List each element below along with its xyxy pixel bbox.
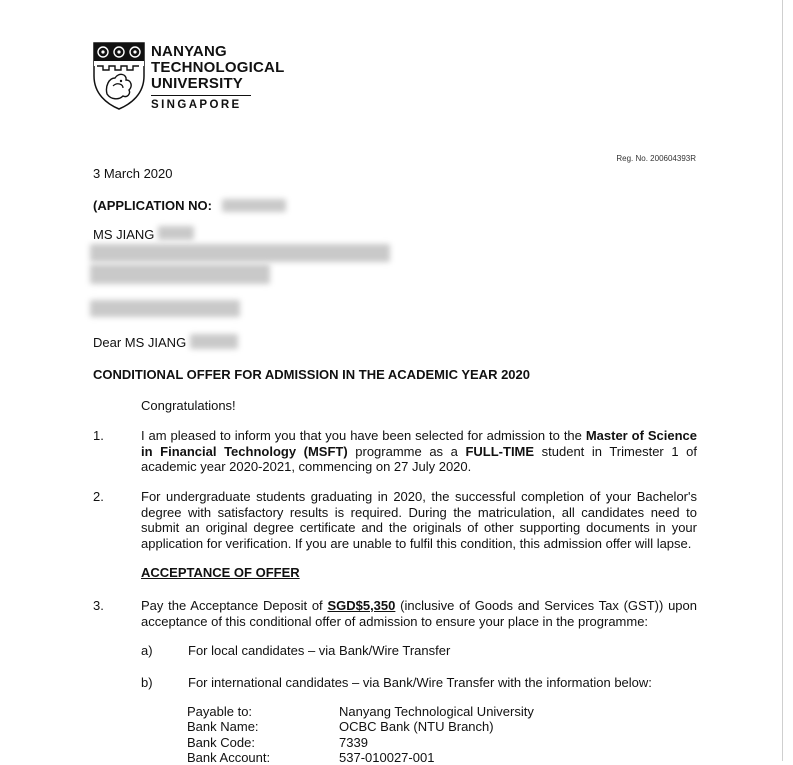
paragraph-1 [141,428,697,475]
paragraph-3-number: 3. [93,598,104,613]
p1-text-b: programme as a [347,443,466,459]
acceptance-heading: ACCEPTANCE OF OFFER [141,565,300,580]
university-wordmark [151,42,284,111]
university-logo [93,42,284,111]
p3-text-a: Pay the Acceptance Deposit of [141,598,328,613]
congratulations-text: Congratulations! [141,398,236,413]
study-mode: FULL-TIME [465,443,535,459]
wordmark-divider [151,95,251,96]
programme-name: Master of Science in Financial Technology (MSFT) [141,428,698,459]
sub-item-a-label: a) [141,643,153,658]
paragraph-1-number: 1. [93,428,104,443]
redacted-salutation-name [190,334,238,349]
registration-number: Reg. No. 200604393R [616,154,696,163]
redacted-address-line2 [90,264,270,284]
redacted-address-line1 [90,244,390,262]
bank-account-label: Bank Account: [187,750,271,765]
p3-text-b: (inclusive of Goods and Services Tax (GST)) upon acceptance of this conditional offer of admission to ensure your place in the programme: [141,598,697,629]
bank-account-value: 537-010027-001 [339,750,435,765]
payable-to-value: Nanyang Technological University [339,704,534,719]
redacted-name [158,226,194,240]
university-name-line3: UNIVERSITY [151,75,244,92]
addressee-name: MS JIANG [93,227,155,242]
p1-text-a: I am pleased to inform you that you have been selected for admission to the [141,428,586,443]
sub-item-a-text: For local candidates – via Bank/Wire Transfer [188,643,451,658]
deposit-amount: SGD$5,350 [327,598,396,613]
bank-name-label: Bank Name: [187,719,259,734]
letter-date: 3 March 2020 [93,166,173,181]
university-name-line2: TECHNOLOGICAL [151,59,285,76]
university-country: SINGAPORE [151,99,242,111]
page-edge [782,0,783,761]
salutation: Dear MS JIANG [93,335,187,350]
payable-to-label: Payable to: [187,704,253,719]
paragraph-3 [141,598,697,629]
letter-subject: CONDITIONAL OFFER FOR ADMISSION IN THE ACADEMIC YEAR 2020 [93,367,530,382]
p1-text-c: student in Trimester 1 of academic year 2020-2021, commencing on 27 July 2020. [141,443,697,474]
sub-item-b-text: For international candidates – via Bank/Wire Transfer with the information below: [188,675,652,690]
sub-item-b-label: b) [141,675,153,690]
redacted-application-number [222,199,286,212]
application-number-label: (APPLICATION NO: [93,198,212,213]
bank-code-label: Bank Code: [187,735,255,750]
bank-name-value: OCBC Bank (NTU Branch) [339,719,494,734]
redacted-address-line3 [90,300,240,317]
crest-icon [93,42,145,110]
bank-code-value: 7339 [339,735,368,750]
paragraph-2: For undergraduate students graduating in 2020, the successful completion of your Bachelor's degree with satisfactory results is required. During the matriculation, all candidates need to submit an original degree certificate and the originals of other supporting documents in your application for verification. If you are unable to fulfil this condition, this admission offer will lapse. [141,489,697,551]
paragraph-2-number: 2. [93,489,104,504]
university-name-line1: NANYANG [151,43,227,60]
